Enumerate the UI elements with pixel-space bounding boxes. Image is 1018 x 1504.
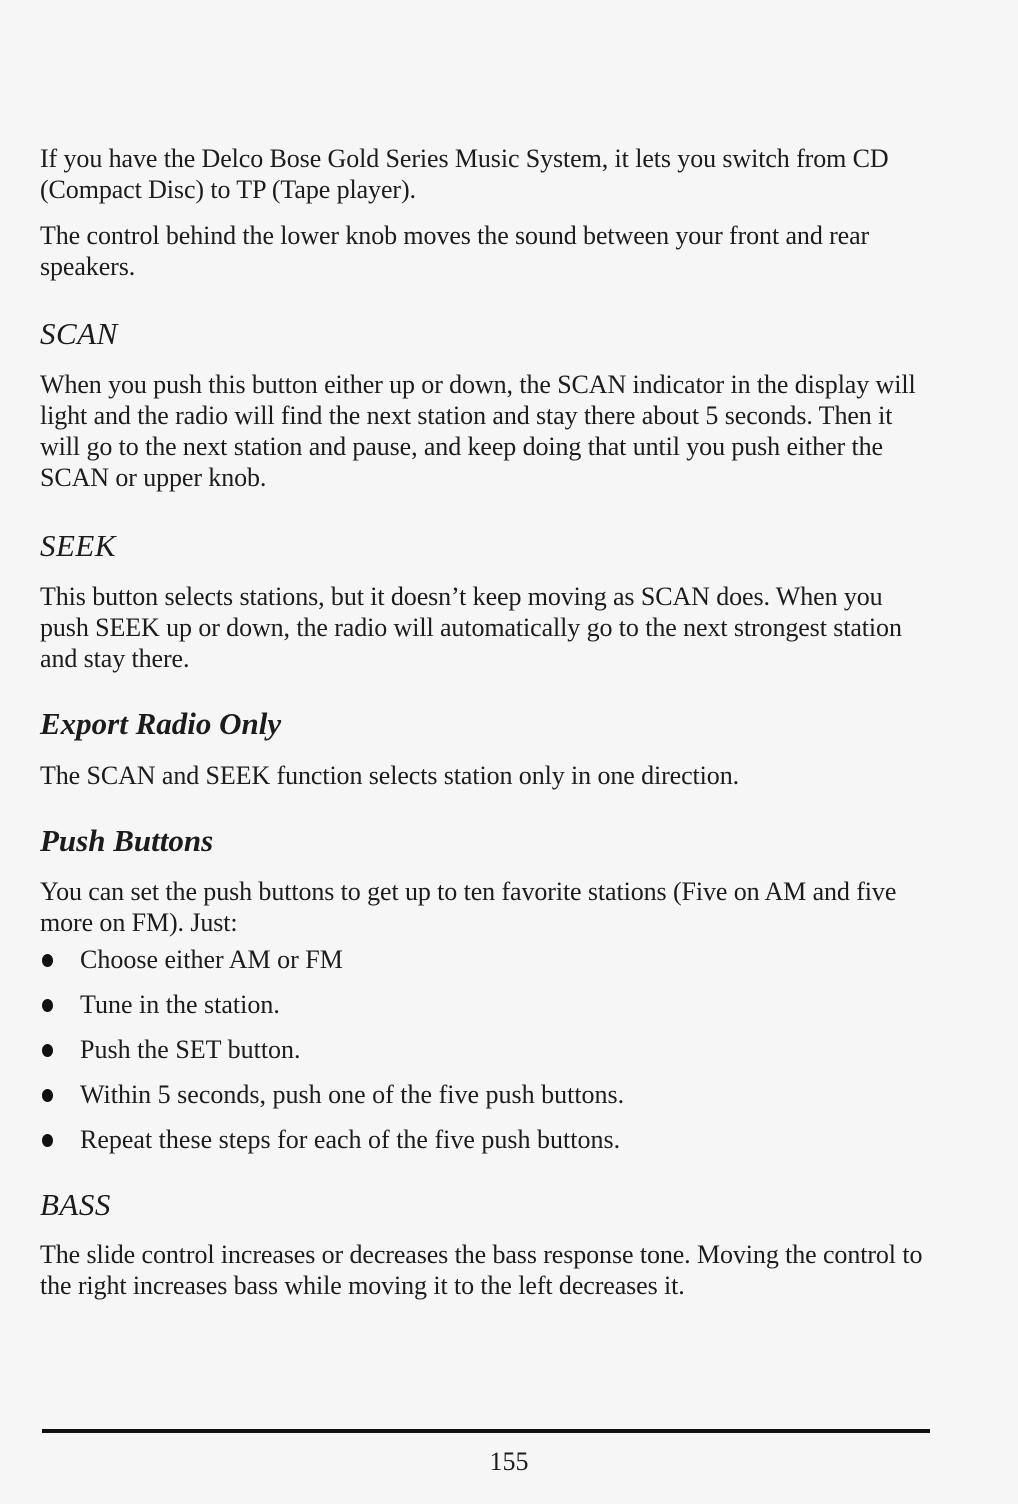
bullet-icon <box>42 954 53 967</box>
push-buttons-paragraph: You can set the push buttons to get up to ten favorite stations (Five on AM and five more on FM). Just: <box>40 877 897 937</box>
list-item <box>40 989 930 1020</box>
bullet-icon <box>42 1089 53 1102</box>
bullet-icon <box>42 1134 53 1147</box>
push-buttons-steps-list <box>40 944 930 1155</box>
export-radio-heading: Export Radio Only <box>40 706 282 741</box>
seek-heading: SEEK <box>40 528 117 563</box>
step-text: Repeat these steps for each of the five push buttons. <box>80 1125 621 1154</box>
step-text: Within 5 seconds, push one of the five push buttons. <box>80 1080 625 1109</box>
page-number: 155 <box>489 1447 529 1476</box>
scan-heading: SCAN <box>40 316 118 351</box>
step-text: Tune in the station. <box>80 990 280 1019</box>
list-item <box>40 1124 930 1155</box>
bullet-icon <box>42 1044 53 1057</box>
step-text: Push the SET button. <box>80 1035 301 1064</box>
seek-paragraph: This button selects stations, but it doesn’t keep moving as SCAN does. When you push SEEK up or down, the radio will automatically go to the next strongest station and stay there. <box>40 582 902 673</box>
step-text: Choose either AM or FM <box>80 945 343 974</box>
bullet-icon <box>42 999 53 1012</box>
intro-paragraph-2: The control behind the lower knob moves the sound between your front and rear speakers. <box>40 221 870 281</box>
list-item <box>40 1034 930 1065</box>
scan-paragraph: When you push this button either up or down, the SCAN indicator in the display will light and the radio will find the next station and stay there about 5 seconds. Then it will go to the next station and pause, and keep doing that until you push either the SCAN or upper knob. <box>40 370 916 492</box>
export-radio-paragraph: The SCAN and SEEK function selects station only in one direction. <box>40 761 739 790</box>
manual-page <box>40 143 930 1301</box>
intro-paragraph-1: If you have the Delco Bose Gold Series Music System, it lets you switch from CD (Compact Disc) to TP (Tape player). <box>40 144 889 204</box>
footer-divider <box>42 1429 930 1433</box>
list-item <box>40 944 930 975</box>
bass-heading: BASS <box>40 1187 111 1222</box>
push-buttons-heading: Push Buttons <box>40 823 214 858</box>
list-item <box>40 1079 930 1110</box>
bass-paragraph: The slide control increases or decreases the bass response tone. Moving the control to the right increases bass while moving it to the left decreases it. <box>40 1240 923 1300</box>
